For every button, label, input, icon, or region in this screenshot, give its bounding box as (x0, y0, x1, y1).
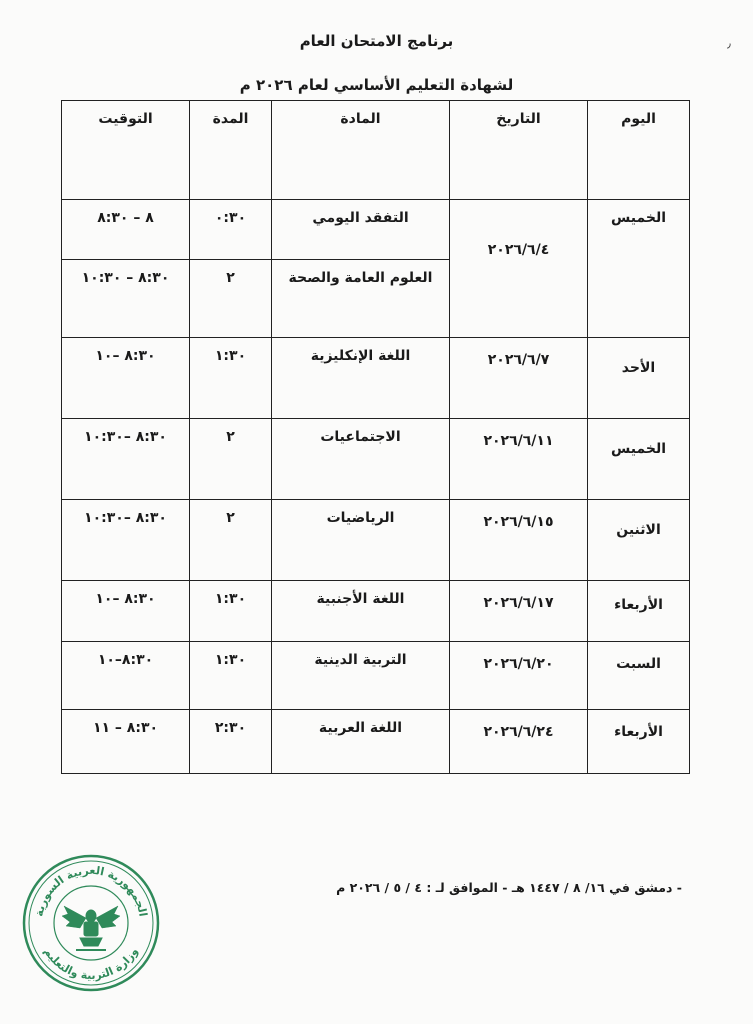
cell-subject: اللغة العربية (272, 710, 450, 774)
exam-schedule-table (61, 100, 690, 774)
footer-date-line: - دمشق في ١٦/ ٨ / ١٤٤٧ هـ - الموافق لـ : ٤ / ٥ / ٢٠٢٦ م (336, 880, 682, 895)
cell-day: الأربعاء (588, 710, 690, 774)
cell-subject: العلوم العامة والصحة (272, 260, 450, 338)
cell-time: ٨:٣٠ –١٠:٣٠ (62, 500, 190, 581)
table-header-row (62, 101, 690, 200)
cell-time: ٨:٣٠–١٠ (62, 642, 190, 710)
ministry-seal-stamp (20, 852, 162, 994)
stamp-bottom-text: وزارة التربية والتعليم (41, 945, 141, 983)
table-row (62, 710, 690, 774)
cell-duration: ١:٣٠ (190, 642, 272, 710)
cell-duration: ٠:٣٠ (190, 200, 272, 260)
cell-date: ٢٠٢٦/٦/٤ (450, 200, 588, 338)
cell-duration: ٢ (190, 500, 272, 581)
header-day: اليوم (588, 101, 690, 200)
cell-duration: ٢:٣٠ (190, 710, 272, 774)
table-row (62, 581, 690, 642)
cell-subject: الاجتماعيات (272, 419, 450, 500)
table-row (62, 419, 690, 500)
cell-time: ٨:٣٠ – ١١ (62, 710, 190, 774)
cell-duration: ١:٣٠ (190, 338, 272, 419)
cell-time: ٨:٣٠ – ١٠:٣٠ (62, 260, 190, 338)
header-duration: المدة (190, 101, 272, 200)
header-subject: المادة (272, 101, 450, 200)
cell-date: ٢٠٢٦/٦/١١ (450, 419, 588, 500)
cell-duration: ٢ (190, 419, 272, 500)
cell-date: ٢٠٢٦/٦/١٥ (450, 500, 588, 581)
cell-day: السبت (588, 642, 690, 710)
cell-time: ٨:٣٠ –١٠ (62, 581, 190, 642)
cell-date: ٢٠٢٦/٦/٢٤ (450, 710, 588, 774)
header-date: التاريخ (450, 101, 588, 200)
cell-day: الأربعاء (588, 581, 690, 642)
stamp-top-text: الجمهورية العربية السورية (32, 863, 150, 918)
cell-subject: اللغة الأجنبية (272, 581, 450, 642)
table-row (62, 500, 690, 581)
cell-date: ٢٠٢٦/٦/٧ (450, 338, 588, 419)
table-row (62, 642, 690, 710)
table-row (62, 200, 690, 260)
cell-duration: ١:٣٠ (190, 581, 272, 642)
cell-time: ٨ – ٨:٣٠ (62, 200, 190, 260)
cell-day: الاثنين (588, 500, 690, 581)
cell-time: ٨:٣٠ –١٠:٣٠ (62, 419, 190, 500)
cell-date: ٢٠٢٦/٦/١٧ (450, 581, 588, 642)
eagle-emblem-icon (62, 906, 120, 950)
cell-day: الخميس (588, 200, 690, 338)
table-row (62, 338, 690, 419)
header-time: التوقيت (62, 101, 190, 200)
cell-day: الخميس (588, 419, 690, 500)
cell-duration: ٢ (190, 260, 272, 338)
corner-mark: ٫ (727, 36, 731, 50)
cell-subject: التربية الدينية (272, 642, 450, 710)
cell-time: ٨:٣٠ –١٠ (62, 338, 190, 419)
cell-subject: التفقد اليومي (272, 200, 450, 260)
cell-subject: اللغة الإنكليزية (272, 338, 450, 419)
cell-subject: الرياضيات (272, 500, 450, 581)
cell-day: الأحد (588, 338, 690, 419)
cell-date: ٢٠٢٦/٦/٢٠ (450, 642, 588, 710)
document-subtitle: لشهادة التعليم الأساسي لعام ٢٠٢٦ م (239, 76, 514, 94)
document-title: برنامج الامتحان العام (299, 32, 454, 50)
